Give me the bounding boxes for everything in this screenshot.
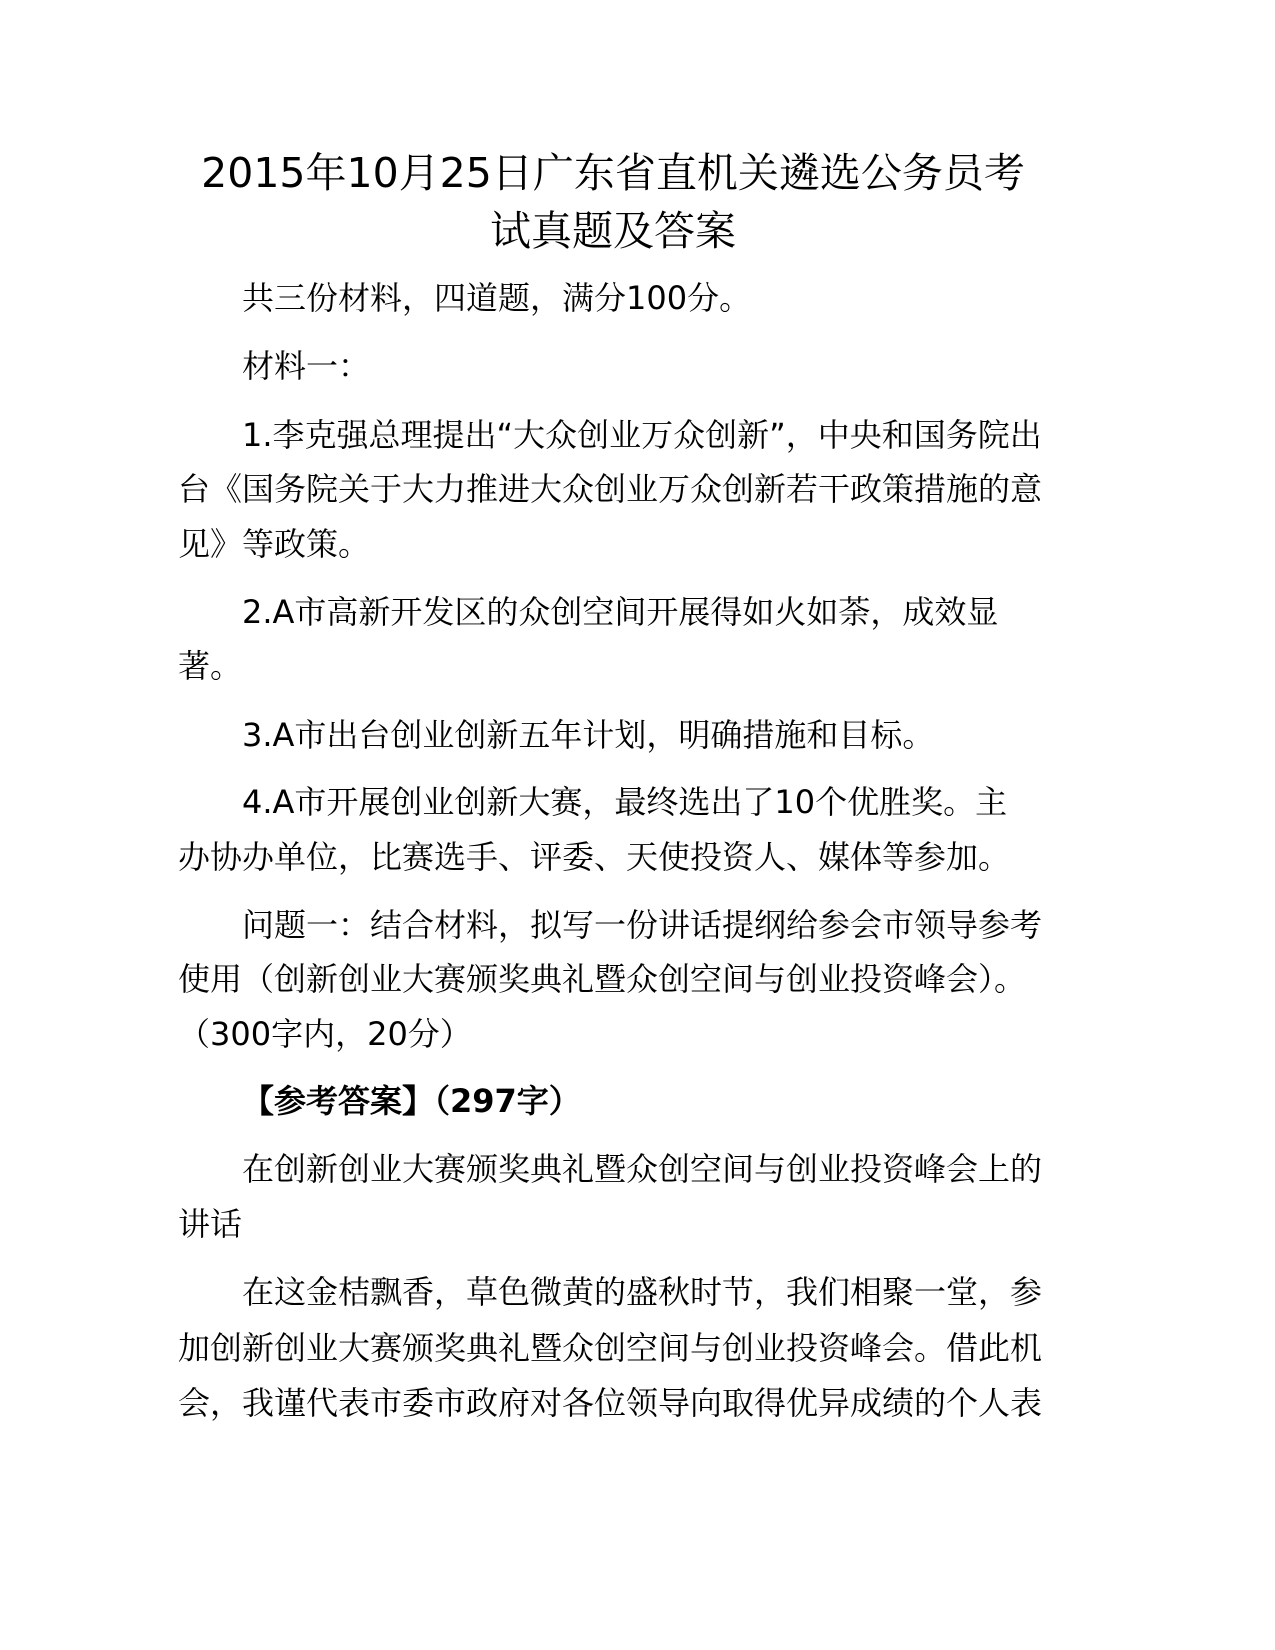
material-item-3: 3.A市出台创业创新五年计划，明确措施和目标。 bbox=[242, 716, 935, 754]
material-item-4-line-2: 办协办单位，比赛选手、评委、天使投资人、媒体等参加。 bbox=[178, 838, 1011, 876]
material-item-1-line-1: 1.李克强总理提出“大众创业万众创新”，中央和国务院出 bbox=[242, 416, 1042, 454]
question-one-line-1: 问题一：结合材料，拟写一份讲话提纲给参会市领导参考 bbox=[242, 906, 1043, 944]
material-item-2-line-1: 2.A市高新开发区的众创空间开展得如火如荼，成效显 bbox=[242, 593, 999, 631]
reference-answer-heading: 【参考答案】（297字） bbox=[242, 1082, 581, 1120]
question-one-line-2: 使用（创新创业大赛颁奖典礼暨众创空间与创业投资峰会）。 bbox=[178, 960, 1027, 998]
speech-title-line-1: 在创新创业大赛颁奖典礼暨众创空间与创业投资峰会上的 bbox=[242, 1150, 1043, 1188]
material-item-1-line-2: 台《国务院关于大力推进大众创业万众创新若干政策措施的意 bbox=[178, 470, 1043, 508]
speech-body-line-2: 加创新创业大赛颁奖典礼暨众创空间与创业投资峰会。借此机 bbox=[178, 1329, 1043, 1367]
material-item-1-line-3: 见》等政策。 bbox=[178, 525, 371, 563]
document-title-line-1: 2015年10月25日广东省直机关遴选公务员考 bbox=[201, 149, 1025, 197]
speech-body-line-1: 在这金桔飘香，草色微黄的盛秋时节，我们相聚一堂，参 bbox=[242, 1273, 1043, 1311]
document-title-line-2: 试真题及答案 bbox=[490, 207, 736, 255]
speech-body-line-3: 会，我谨代表市委市政府对各位领导向取得优异成绩的个人表 bbox=[178, 1384, 1043, 1422]
question-one-line-3: （300字内，20分） bbox=[178, 1015, 472, 1053]
material-item-4-line-1: 4.A市开展创业创新大赛，最终选出了10个优胜奖。主 bbox=[242, 783, 1008, 821]
intro-text: 共三份材料，四道题，满分100分。 bbox=[242, 279, 752, 317]
material-one-heading: 材料一： bbox=[242, 347, 371, 385]
speech-title-line-2: 讲话 bbox=[178, 1205, 243, 1243]
material-item-2-line-2: 著。 bbox=[178, 647, 243, 685]
